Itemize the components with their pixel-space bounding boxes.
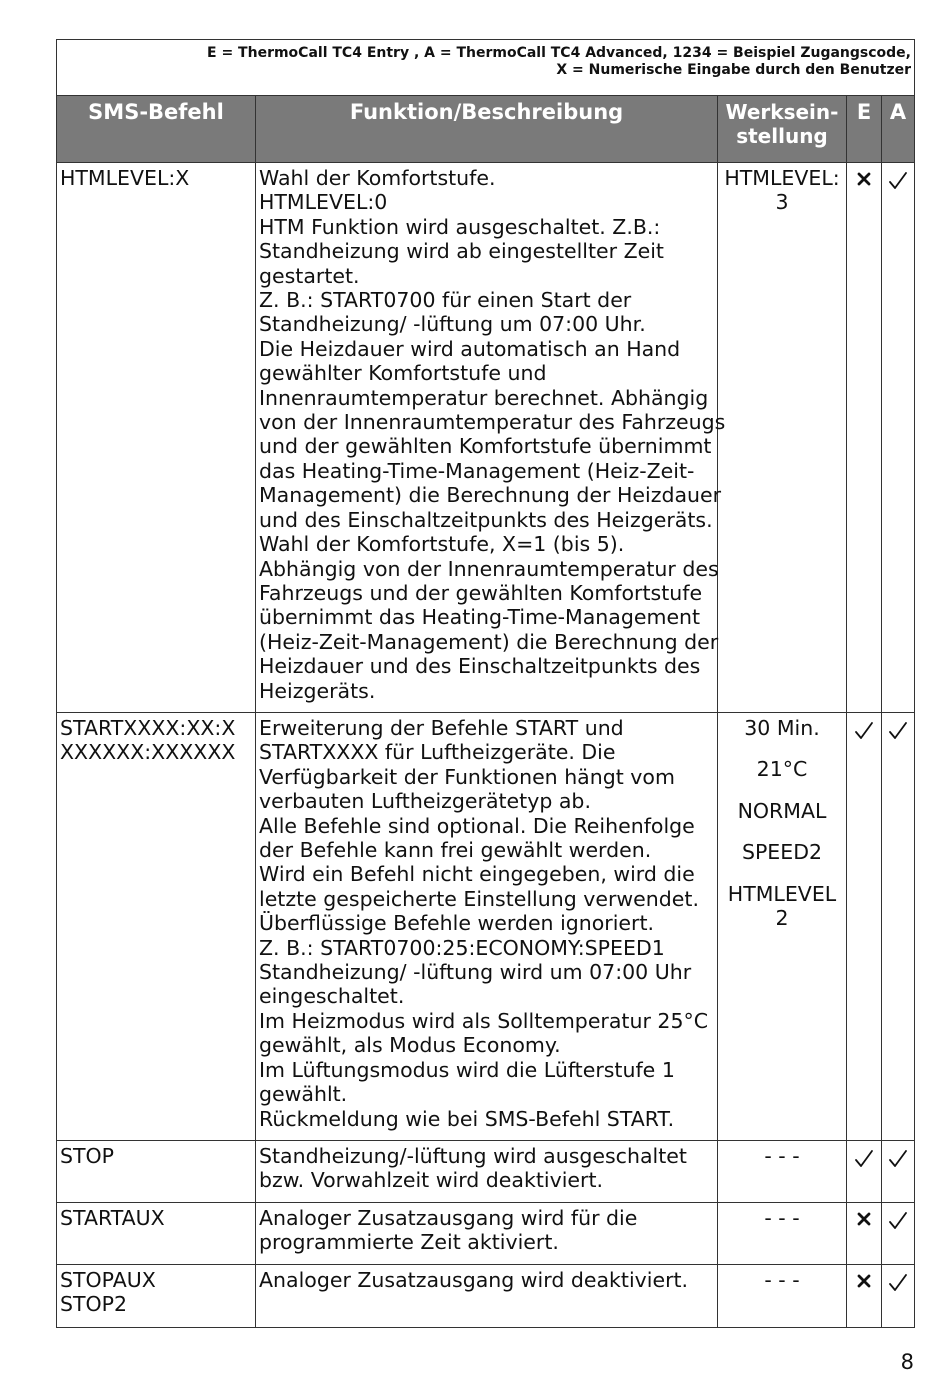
description-line: verbauten Luftheizgerätetyp ab. — [259, 789, 591, 814]
description-line: letzte gespeicherte Einstellung verwendet. — [259, 886, 699, 911]
description-line: Standheizung/ -lüftung wird um 07:00 Uhr — [259, 960, 692, 985]
command-text: STARTAUX — [60, 1206, 165, 1230]
description-line: das Heating-Time-Management (Heiz-Zeit- — [259, 458, 695, 483]
advanced-availability-cell — [882, 1265, 915, 1328]
command-cell — [57, 1203, 256, 1265]
description-line: eingeschaltet. — [259, 984, 405, 1009]
description-line: Überflüssige Befehle werden ignoriert. — [259, 911, 655, 936]
check-icon — [882, 1149, 914, 1169]
description-line: Im Lüftungsmodus wird die Lüfterstufe 1 — [259, 1057, 675, 1082]
description-cell — [256, 1203, 718, 1265]
default-cell — [718, 713, 847, 1141]
description-line: der Befehle kann frei gewählt werden. — [259, 838, 652, 863]
entry-availability-cell — [847, 1203, 882, 1265]
description-line: Z. B.: START0700 für einen Start der — [259, 288, 632, 313]
description-line: und des Einschaltzeitpunkts des Heizgeräts. — [259, 507, 713, 532]
description-line: von der Innenraumtemperatur des Fahrzeugs — [259, 410, 726, 435]
page-number: 8 — [900, 1350, 914, 1374]
entry-availability-cell — [847, 713, 882, 1141]
legend-line-2: X = Numerische Eingabe durch den Benutzer — [556, 62, 911, 78]
description-line: Wahl der Komfortstufe. — [259, 166, 496, 190]
default-cell — [718, 1265, 847, 1328]
description-line: Verfügbarkeit der Funktionen hängt vom — [259, 764, 675, 789]
default-cell — [718, 1203, 847, 1265]
description-line: bzw. Vorwahlzeit wird deaktiviert. — [259, 1168, 604, 1193]
command-text: STOP — [60, 1144, 115, 1168]
description-line: gewählter Komfortstufe und — [259, 361, 547, 386]
description-cell — [256, 1141, 718, 1203]
table-row — [57, 1141, 915, 1203]
legend-cell — [57, 40, 915, 96]
default-value: - - - — [764, 1268, 800, 1292]
header-entry: E — [847, 96, 882, 163]
description-line: übernimmt das Heating-Time-Management — [259, 605, 701, 630]
cross-icon — [847, 1211, 881, 1227]
description-line: (Heiz-Zeit-Management) die Berechnung der — [259, 629, 719, 654]
description-line: Analoger Zusatzausgang wird deaktiviert. — [259, 1268, 689, 1292]
description-line: programmierte Zeit aktiviert. — [259, 1230, 559, 1255]
command-cell — [57, 1265, 256, 1328]
header-default — [718, 96, 847, 163]
command-text: STARTXXXX:XX:X — [60, 716, 236, 740]
description-line: Im Heizmodus wird als Solltemperatur 25°C — [259, 1008, 709, 1033]
check-icon — [882, 1211, 914, 1231]
advanced-availability-cell — [882, 713, 915, 1141]
advanced-availability-cell — [882, 1203, 915, 1265]
default-value: - - - — [764, 1144, 800, 1168]
default-cell — [718, 1141, 847, 1203]
cross-icon — [847, 171, 881, 187]
description-line: Management) die Berechnung der Heizdauer — [259, 483, 722, 508]
command-cell — [57, 163, 256, 713]
default-value: NORMAL — [737, 798, 827, 823]
advanced-availability-cell — [882, 1141, 915, 1203]
legend-line-1: E = ThermoCall TC4 Entry , A = ThermoCall TC4 Advanced, 1234 = Beispiel Zugangscode, — [207, 45, 911, 61]
description-line: Wahl der Komfortstufe, X=1 (bis 5). — [259, 532, 625, 557]
description-line: gestartet. — [259, 263, 360, 288]
description-line: Heizdauer und des Einschaltzeitpunkts des — [259, 654, 701, 679]
default-value: HTMLEVEL 2 — [727, 881, 837, 931]
table-row — [57, 1265, 915, 1328]
entry-availability-cell — [847, 1141, 882, 1203]
description-line: und der gewählten Komfortstufe übernimmt — [259, 434, 712, 459]
description-line: Wird ein Befehl nicht eingegeben, wird die — [259, 862, 695, 887]
description-line: gewählt, als Modus Economy. — [259, 1033, 561, 1058]
header-function: Funktion/Beschreibung — [256, 96, 718, 163]
table-row — [57, 1203, 915, 1265]
command-text: STOP2 — [60, 1292, 128, 1317]
description-line: Heizgeräts. — [259, 678, 376, 703]
check-icon — [847, 1149, 881, 1169]
advanced-availability-cell — [882, 163, 915, 713]
description-line: Innenraumtemperatur berechnet. Abhängig — [259, 385, 709, 410]
description-line: HTM Funktion wird ausgeschaltet. Z.B.: — [259, 214, 661, 239]
description-line: Analoger Zusatzausgang wird für die — [259, 1206, 638, 1230]
command-text: STOPAUX — [60, 1268, 156, 1292]
description-line: STARTXXXX für Luftheizgeräte. Die — [259, 740, 616, 765]
description-line: Fahrzeugs und der gewählten Komfortstufe — [259, 580, 703, 605]
default-value: 21°C — [756, 757, 808, 782]
check-icon — [882, 171, 914, 191]
sms-command-table — [56, 39, 915, 1328]
header-command: SMS-Befehl — [57, 96, 256, 163]
check-icon — [847, 721, 881, 741]
default-cell — [718, 163, 847, 713]
command-text: XXXXXX:XXXXXX — [60, 740, 236, 765]
description-cell — [256, 713, 718, 1141]
default-value: 30 Min. — [744, 716, 820, 740]
description-line: Alle Befehle sind optional. Die Reihenfolge — [259, 813, 695, 838]
description-line: Die Heizdauer wird automatisch an Hand — [259, 336, 681, 361]
entry-availability-cell — [847, 163, 882, 713]
check-icon — [882, 1273, 914, 1293]
description-line: Rückmeldung wie bei SMS-Befehl START. — [259, 1106, 675, 1131]
command-cell — [57, 713, 256, 1141]
description-line: Standheizung/-lüftung wird ausgeschaltet — [259, 1144, 687, 1168]
description-line: Erweiterung der Befehle START und — [259, 716, 624, 740]
entry-availability-cell — [847, 1265, 882, 1328]
description-line: Abhängig von der Innenraumtemperatur des — [259, 556, 719, 581]
description-line: Standheizung wird ab eingestellter Zeit — [259, 239, 664, 264]
header-advanced: A — [882, 96, 915, 163]
description-line: gewählt. — [259, 1082, 348, 1107]
default-value: HTMLEVEL: 3 — [724, 166, 840, 215]
table-row — [57, 713, 915, 1141]
command-text: HTMLEVEL:X — [60, 166, 190, 190]
cross-icon — [847, 1273, 881, 1289]
description-cell — [256, 163, 726, 713]
header-default-line-1: Werksein- — [725, 100, 839, 124]
command-cell — [57, 1141, 256, 1203]
check-icon — [882, 721, 914, 741]
table-row — [57, 163, 915, 713]
default-value: SPEED2 — [741, 840, 823, 865]
description-cell — [256, 1265, 718, 1328]
header-row — [57, 96, 915, 163]
description-line: Standheizung/ -lüftung um 07:00 Uhr. — [259, 312, 646, 337]
description-line: HTMLEVEL:0 — [259, 190, 388, 215]
description-line: Z. B.: START0700:25:ECONOMY:SPEED1 — [259, 935, 665, 960]
header-default-line-2: stellung — [736, 124, 828, 148]
default-value: - - - — [764, 1206, 800, 1230]
